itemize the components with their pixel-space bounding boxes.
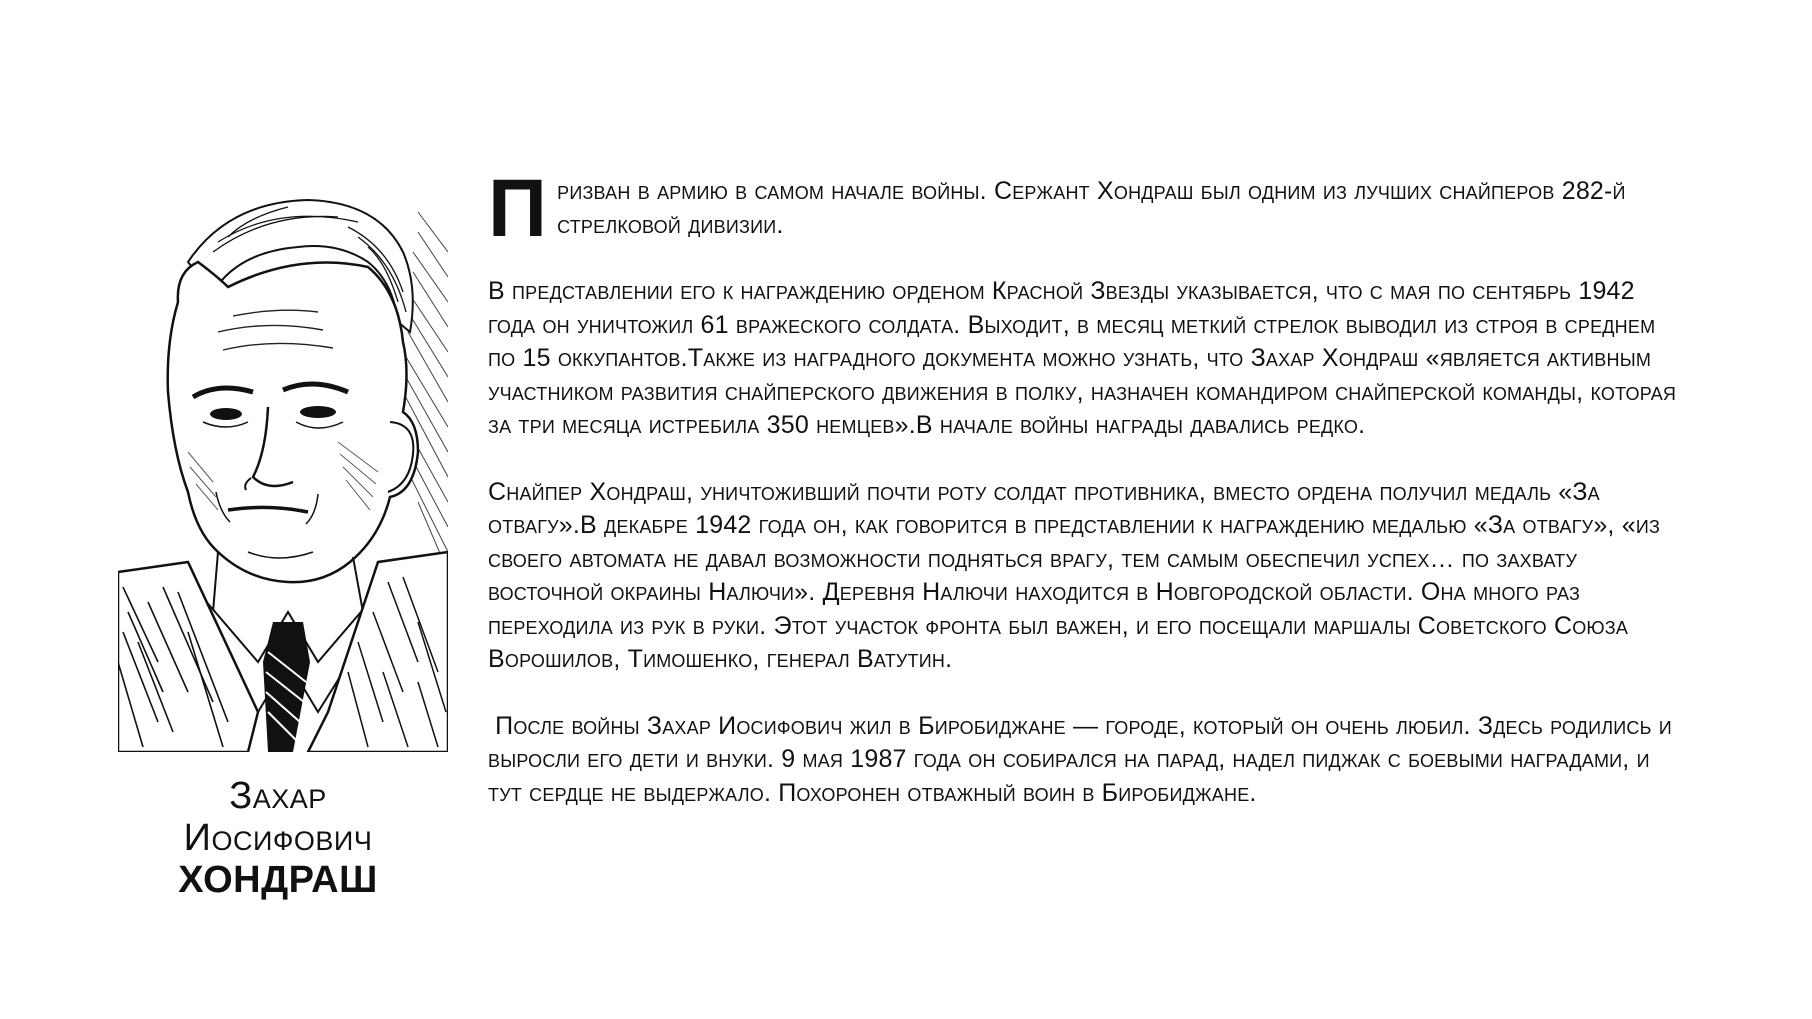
paragraph-4: После войны Захар Иосифович жил в Биробиджане — городе, который он очень любил. Здесь родились и выросли его дети и внуки. 9 мая 1987 года он собирался на парад, надел пиджак с боевыми наградами, и тут сердце не выдержало. Похоронен отважный воин в Биробиджане. bbox=[488, 711, 1680, 807]
person-patronymic: Иосифович bbox=[183, 817, 373, 859]
portrait-sketch-icon bbox=[118, 192, 448, 752]
paragraph-3: Снайпер Хондраш, уничтоживший почти роту солдат противника, вместо ордена получил медаль «За отвагу».В декабре 1942 года он, как говорится в представлении к награждению медалью «За отвагу», «из своего автомата не давал возможности подняться врагу, тем самым обеспечил успех… по захвату восточной окраины Налючи». Деревня Налючи находится в Новгородской области. Она много раз переходила из рук в руки. Этот участок фронта был важен, и его посещали маршалы Советского Союза Ворошилов, Тимошенко, генерал Ватутин. bbox=[488, 477, 1661, 673]
paragraph-1-text: ризван в армию в самом начале войны. Сержант Хондраш был одним из лучших снайперов 282-й стрелковой дивизии. bbox=[557, 177, 1626, 239]
paragraph-2: В представлении его к награждению орденом Красной Звезды указывается, что с мая по сентябрь 1942 года он уничтожил 61 вражеского солдата. Выходит, в месяц меткий стрелок выводил из строя в среднем по 15 оккупантов.Также из наградного документа можно узнать, что Захар Хондраш «является активным участником развития снайперского движения в полку, назначен командиром снайперской команды, которая за три месяца истребила 350 немцев».В начале войны награды давались редко. bbox=[488, 277, 1677, 439]
person-name-caption bbox=[118, 775, 438, 901]
drop-cap: П bbox=[488, 163, 548, 254]
person-surname: ХОНДРАШ bbox=[178, 859, 378, 901]
person-first-name: Захар bbox=[229, 775, 327, 817]
biography-article bbox=[488, 138, 1688, 843]
paragraph-1 bbox=[488, 138, 1688, 254]
